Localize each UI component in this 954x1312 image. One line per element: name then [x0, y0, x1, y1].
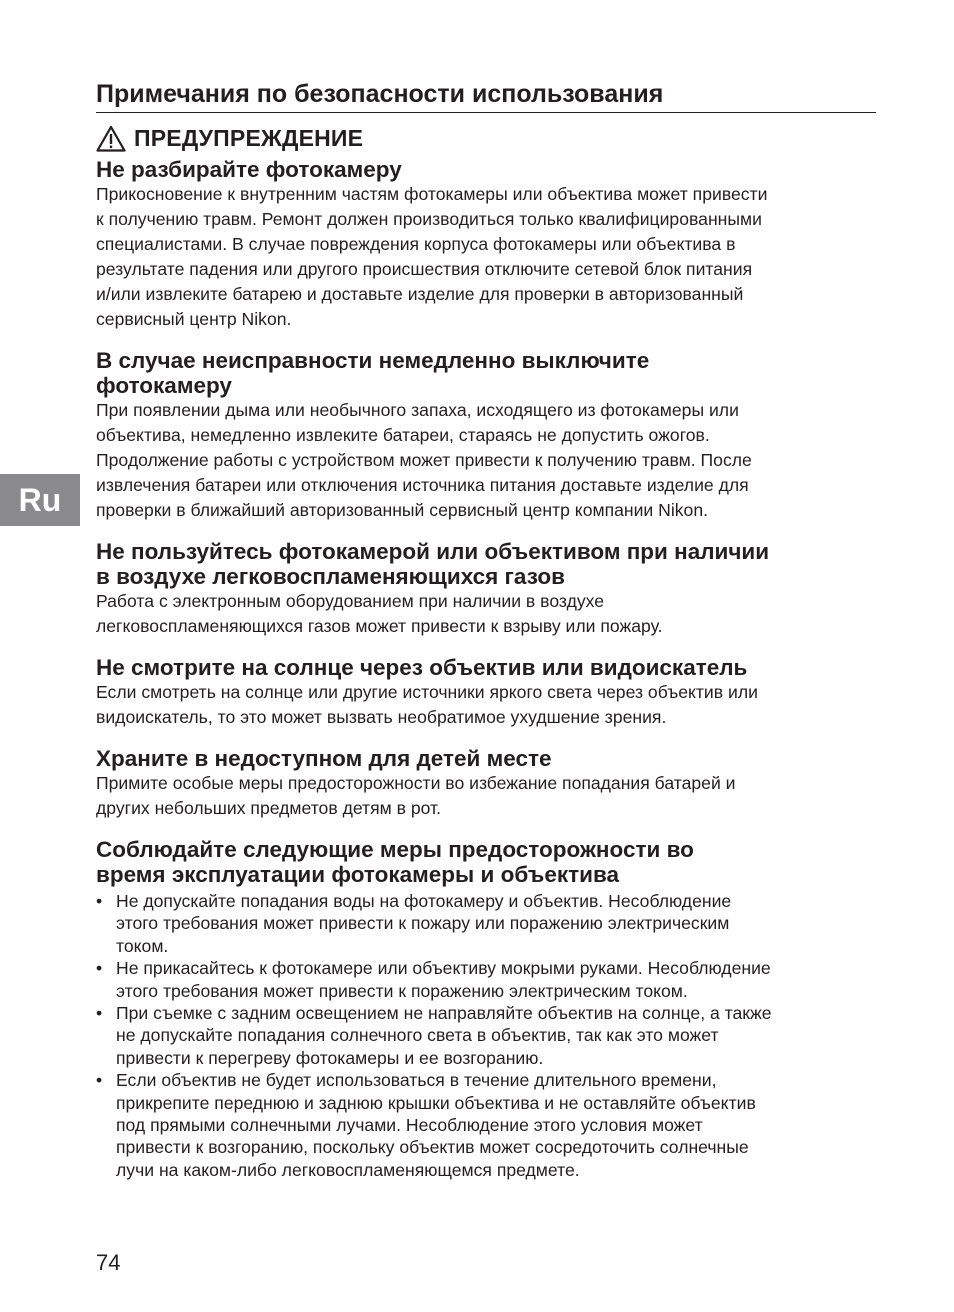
title-divider: [96, 112, 876, 113]
section-heading: Не разбирайте фотокамеру: [96, 157, 402, 182]
list-item: • При съемке с задним освещением не направляйте объектив на солнце, а также не допускайте попадания солнечного света в объектив, так как это может привести к перегреву фотокамеры и ее возгоранию.: [96, 1003, 772, 1068]
section-heading: Храните в недоступном для детей месте: [96, 746, 552, 771]
section-heading: Соблюдайте следующие меры предосторожности во время эксплуатации фотокамеры и объектива: [96, 837, 694, 887]
bullet-icon: •: [96, 958, 103, 979]
section-body: Примите особые меры предосторожности во избежание попадания батарей и других небольших предметов детям в рот.: [96, 773, 736, 818]
bullet-icon: •: [96, 1003, 103, 1024]
warning-header: [96, 122, 363, 154]
section-no-disassembly: [96, 157, 878, 332]
list-item: • Не допускайте попадания воды на фотокамеру и объектив. Несоблюдение этого требования может привести к пожару или поражению электрическим током.: [96, 891, 732, 956]
page-number: 74: [96, 1250, 121, 1275]
warning-triangle-icon: [96, 125, 126, 152]
section-body: Работа с электронным оборудованием при наличии в воздухе легковоспламеняющихся газов может привести к взрыву или пожару.: [96, 591, 663, 636]
list-item: • Не прикасайтесь к фотокамере или объективу мокрыми руками. Несоблюдение этого требования может привести к поражению электрическим током.: [96, 958, 771, 1001]
bullet-icon: •: [96, 891, 103, 911]
warning-label: ПРЕДУПРЕЖДЕНИЕ: [134, 124, 364, 151]
section-precautions: [96, 837, 878, 1181]
safety-content: [96, 157, 878, 1197]
language-tab: Ru: [0, 474, 80, 526]
section-body: Если смотреть на солнце или другие источники яркого света через объектив или видоискатель, то это может вызвать необратимое ухудшение зрения.: [96, 682, 758, 727]
section-heading: Не смотрите на солнце через объектив или видоискатель: [96, 655, 748, 680]
precautions-list: [96, 890, 878, 1181]
section-heading: В случае неисправности немедленно выключите фотокамеру: [96, 348, 650, 398]
bullet-icon: •: [96, 1070, 103, 1091]
section-children: [96, 746, 878, 821]
page-title: Примечания по безопасности использования: [96, 80, 664, 108]
section-flammable-gas: [96, 539, 878, 639]
section-sun: [96, 655, 878, 730]
section-body: При появлении дыма или необычного запаха, исходящего из фотокамеры или объектива, немедленно извлеките батареи, стараясь не допустить ожогов. Продолжение работы с устройством может привести к получению травм. После извлечения батареи или отключения источника питания доставьте изделие для проверки в ближайший авторизованный сервисный центр компании Nikon.: [96, 400, 752, 520]
section-body: Прикосновение к внутренним частям фотокамеры или объектива может привести к получению травм. Ремонт должен производиться только квалифицированными специалистами. В случае повреждения корпуса фотокамеры или объектива в результате падения или другого происшествия отключите сетевой блок питания и/или извлеките батарею и доставьте изделие для проверки в авторизованный сервисный центр Nikon.: [96, 184, 768, 329]
list-item: • Если объектив не будет использоваться в течение длительного времени, прикрепите переднюю и заднюю крышки объектива и не оставляйте объектив под прямыми солнечными лучами. Несоблюдение этого условия может привести к возгоранию, поскольку объектив может сосредоточить солнечные лучи на каком-либо легковоспламеняющемся предмете.: [96, 1070, 756, 1180]
section-heading: Не пользуйтесь фотокамерой или объективом при наличии в воздухе легковоспламеняющихся газов: [96, 539, 770, 589]
section-malfunction: [96, 348, 878, 523]
